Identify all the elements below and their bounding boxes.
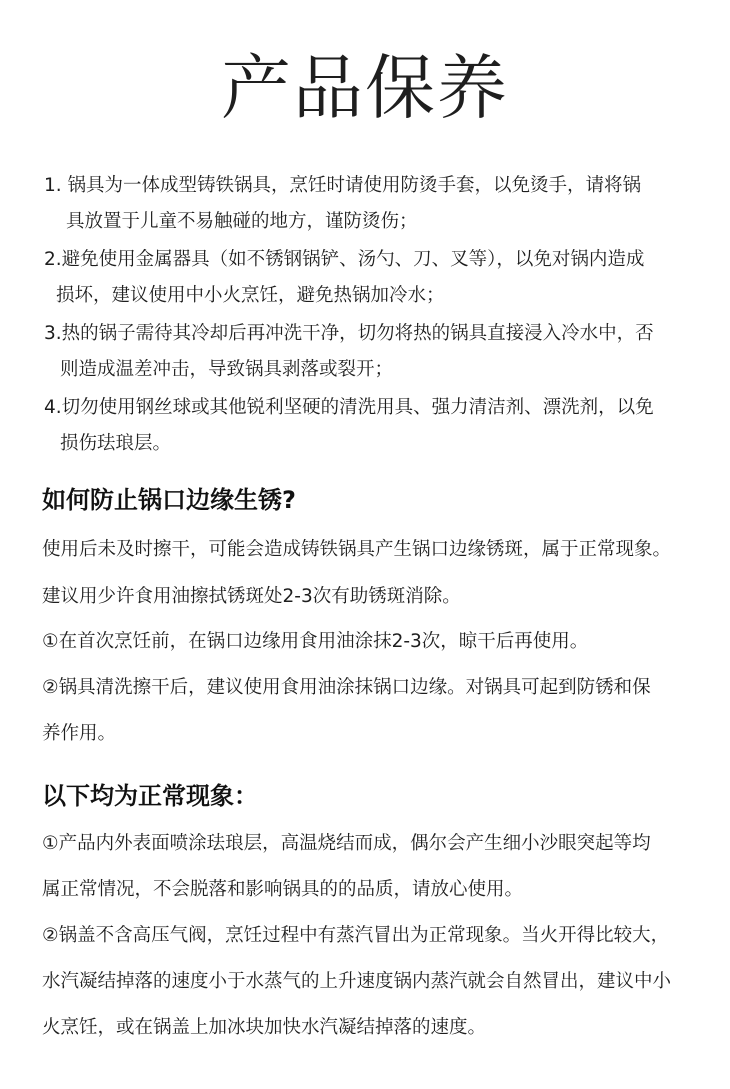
- rust-line-1: 使用后未及时擦干，可能会造成铸铁锅具产生锅口边缘锈斑，属于正常现象。: [42, 539, 672, 560]
- normal-line-4: 水汽凝结掉落的速度小于水蒸气的上升速度锅内蒸汽就会自然冒出，建议中小: [42, 971, 672, 992]
- rust-line-5: 养作用。: [42, 723, 117, 744]
- rule-3-line-2: 则造成温差冲击，导致锅具剥落或裂开；: [60, 359, 394, 380]
- normal-line-2: 属正常情况，不会脱落和影响锅具的的品质，请放心使用。: [42, 879, 524, 900]
- normal-line-5: 火烹饪，或在锅盖上加冰块加快水汽凝结掉落的速度。: [42, 1017, 487, 1038]
- rule-4-line-2: 损伤珐琅层。: [60, 433, 172, 454]
- normal-section-heading: 以下均为正常现象：: [42, 782, 258, 810]
- rule-4-line-1: 4.切勿使用钢丝球或其他锐利坚硬的清洗用具、强力清洁剂、漂洗剂，以免: [44, 397, 654, 418]
- rule-2-line-2: 损坏，建议使用中小火烹饪，避免热锅加冷水；: [56, 285, 445, 306]
- rule-1-line-1: 1. 锅具为一体成型铸铁锅具，烹饪时请使用防烫手套，以免烫手，请将锅: [44, 175, 642, 196]
- page-title: 产品保养: [221, 47, 509, 129]
- rule-2-line-1: 2.避免使用金属器具（如不锈钢锅铲、汤勺、刀、叉等），以免对锅内造成: [44, 249, 645, 270]
- normal-line-1: ①产品内外表面喷涂珐琅层，高温烧结而成，偶尔会产生细小沙眼突起等均: [42, 833, 651, 854]
- rust-line-4: ②锅具清洗擦干后，建议使用食用油涂抹锅口边缘。对锅具可起到防锈和保: [42, 677, 651, 698]
- rust-section-heading: 如何防止锅口边缘生锈?: [42, 486, 296, 514]
- rust-line-3: ①在首次烹饪前，在锅口边缘用食用油涂抹2-3次，晾干后再使用。: [42, 631, 589, 652]
- rule-1-line-2: 具放置于儿童不易触碰的地方，谨防烫伤；: [66, 211, 418, 232]
- normal-line-3: ②锅盖不含高压气阀，烹饪过程中有蒸汽冒出为正常现象。当火开得比较大，: [42, 925, 670, 946]
- rule-3-line-1: 3.热的锅子需待其冷却后再冲洗干净，切勿将热的锅具直接浸入冷水中，否: [44, 323, 654, 344]
- rust-line-2: 建议用少许食用油擦拭锈斑处2-3次有助锈斑消除。: [42, 586, 461, 607]
